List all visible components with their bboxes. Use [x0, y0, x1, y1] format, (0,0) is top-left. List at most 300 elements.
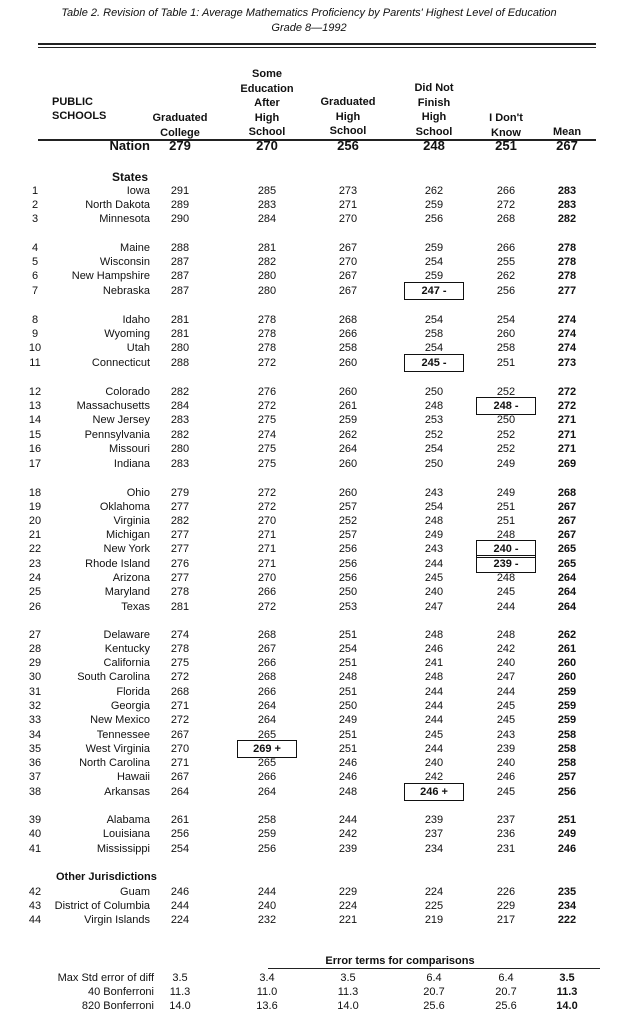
rank-number: 11 [29, 357, 41, 369]
cell-value: 229 [338, 886, 358, 898]
cell-value: 266 [257, 686, 277, 698]
cell-value: 243 [496, 729, 516, 741]
cell-value: 266 [496, 242, 516, 254]
cell-value: 282 [170, 515, 190, 527]
cell-value: 266 [496, 185, 516, 197]
cell-value: 242 [496, 643, 516, 655]
cell-value: 272 [257, 487, 277, 499]
flagged-value: 247 - [409, 284, 459, 298]
cell-value: 256 [338, 543, 358, 555]
error-term-name: Max Std error of diff [57, 972, 154, 984]
cell-value: 252 [496, 386, 516, 398]
jurisdiction-name: Arkansas [104, 786, 150, 798]
mean-value: 259 [557, 714, 577, 726]
rank-number: 5 [31, 256, 39, 268]
cell-value: 249 [496, 458, 516, 470]
rank-number: 31 [28, 686, 42, 698]
cell-value: 224 [424, 886, 444, 898]
cell-value: 272 [496, 199, 516, 211]
jurisdiction-name: California [103, 657, 150, 669]
jurisdiction-name: Utah [126, 342, 150, 354]
mean-value: 261 [557, 643, 577, 655]
cell-value: 253 [424, 414, 444, 426]
cell-value: 275 [170, 657, 190, 669]
cell-value: 277 [170, 572, 190, 584]
cell-value: 265 [257, 757, 277, 769]
cell-value: 256 [338, 572, 358, 584]
mean-value: 265 [557, 558, 577, 570]
cell-value: 249 [424, 529, 444, 541]
cell-value: 250 [424, 386, 444, 398]
cell-value: 277 [170, 529, 190, 541]
cell-value: 266 [257, 586, 277, 598]
mean-value: 259 [557, 686, 577, 698]
jurisdiction-name: Guam [120, 886, 150, 898]
cell-value: 244 [424, 686, 444, 698]
section-heading-other: Other Jurisdictions [56, 871, 157, 883]
row-label-header: PUBLIC SCHOOLS [52, 96, 107, 122]
cell-value: 248 [338, 671, 358, 683]
rank-number: 40 [28, 828, 42, 840]
column-header-line: College [160, 126, 200, 139]
cell-value: 275 [257, 458, 277, 470]
column-header [130, 111, 230, 140]
cell-value: 244 [424, 714, 444, 726]
cell-value: 271 [338, 199, 358, 211]
cell-value: 249 [496, 487, 516, 499]
jurisdiction-name: North Dakota [85, 199, 150, 211]
cell-value: 256 [496, 285, 516, 297]
error-term-value: 20.7 [423, 986, 445, 998]
mean-value: 249 [557, 828, 577, 840]
table-caption [0, 6, 618, 36]
rank-number: 41 [28, 843, 42, 855]
rank-number: 21 [28, 529, 42, 541]
cell-value: 244 [424, 558, 444, 570]
cell-value: 229 [496, 900, 516, 912]
table-row [0, 571, 618, 585]
cell-value: 272 [257, 601, 277, 613]
rank-number: 25 [28, 586, 42, 598]
jurisdiction-name: Idaho [122, 314, 150, 326]
cell-value: 259 [424, 242, 444, 254]
rank-number: 16 [28, 443, 42, 455]
cell-value: 239 [496, 743, 516, 755]
column-header-line: Education [240, 82, 294, 95]
error-term-value: 20.7 [495, 986, 517, 998]
mean-value: 222 [557, 914, 577, 926]
cell-value: 251 [496, 357, 516, 369]
cell-value: 279 [170, 487, 190, 499]
table-row [0, 813, 618, 827]
cell-value: 250 [424, 458, 444, 470]
column-header [298, 95, 398, 139]
cell-value: 285 [257, 185, 277, 197]
rank-number: 24 [28, 572, 42, 584]
cell-value: 275 [257, 443, 277, 455]
cell-value: 251 [338, 686, 358, 698]
mean-value: 246 [557, 843, 577, 855]
cell-value: 274 [170, 629, 190, 641]
cell-value: 287 [170, 285, 190, 297]
cell-value: 256 [257, 843, 277, 855]
cell-value: 241 [424, 657, 444, 669]
jurisdiction-name: Missouri [109, 443, 150, 455]
jurisdiction-name: Pennsylvania [84, 429, 150, 441]
section-heading-states: States [111, 170, 148, 184]
error-term-value: 11.3 [337, 986, 359, 998]
nation-row [0, 138, 618, 154]
cell-value: 256 [338, 558, 358, 570]
cell-value: 275 [257, 414, 277, 426]
table-row [0, 269, 618, 283]
jurisdiction-name: Maryland [104, 586, 150, 598]
jurisdiction-name: Hawaii [116, 771, 150, 783]
table-row [0, 413, 618, 427]
cell-value: 254 [338, 643, 358, 655]
mean-value: 264 [557, 572, 577, 584]
cell-value: 245 [424, 572, 444, 584]
mean-value: 256 [557, 786, 577, 798]
jurisdiction-name: Georgia [110, 700, 150, 712]
cell-value: 266 [257, 657, 277, 669]
cell-value: 246 [338, 757, 358, 769]
cell-value: 262 [496, 270, 516, 282]
column-header-line: Graduated [152, 112, 208, 124]
cell-value: 268 [496, 213, 516, 225]
cell-value: 239 [338, 843, 358, 855]
mean-value: 268 [557, 487, 577, 499]
cell-value: 252 [496, 429, 516, 441]
mean-value: 264 [557, 601, 577, 613]
column-header-line: Know [491, 126, 521, 139]
table-row [0, 656, 618, 670]
cell-value: 225 [424, 900, 444, 912]
rank-number: 1 [31, 185, 39, 197]
table-row [0, 742, 618, 756]
cell-value: 251 [338, 629, 358, 641]
cell-value: 284 [170, 400, 190, 412]
cell-value: 246 [496, 771, 516, 783]
cell-value: 248 [424, 671, 444, 683]
cell-value: 271 [257, 529, 277, 541]
mean-value: 271 [557, 443, 577, 455]
table-row [0, 241, 618, 255]
mean-value: 262 [557, 629, 577, 641]
column-header-line: Did Not [414, 82, 454, 94]
table-row [0, 770, 618, 784]
cell-value: 255 [496, 256, 516, 268]
column-header-line: I Don't [489, 112, 523, 124]
jurisdiction-name: New Hampshire [71, 270, 150, 282]
cell-value: 244 [257, 886, 277, 898]
cell-value: 282 [170, 386, 190, 398]
cell-value: 267 [257, 643, 277, 655]
cell-value: 259 [424, 199, 444, 211]
mean-value: 271 [557, 414, 577, 426]
mean-value: 258 [557, 743, 577, 755]
cell-value: 273 [338, 185, 358, 197]
cell-value: 259 [338, 414, 358, 426]
jurisdiction-name: Louisiana [102, 828, 150, 840]
error-term-value: 14.0 [556, 1000, 578, 1012]
rank-number: 37 [28, 771, 42, 783]
jurisdiction-name: Kentucky [104, 643, 150, 655]
cell-value: 271 [257, 558, 277, 570]
cell-value: 280 [257, 285, 277, 297]
cell-value: 282 [170, 429, 190, 441]
column-header-line: After [254, 97, 280, 109]
cell-value: 245 [496, 714, 516, 726]
column-header-line: High [254, 111, 280, 124]
mean-value: 259 [557, 700, 577, 712]
table-row [0, 399, 618, 413]
cell-value: 272 [257, 501, 277, 513]
mean-value: 274 [557, 314, 577, 326]
cell-value: 281 [170, 328, 190, 340]
nation-value: 248 [423, 138, 445, 153]
flagged-value: 248 - [481, 399, 531, 413]
cell-value: 267 [170, 729, 190, 741]
table-row [0, 212, 618, 226]
cell-value: 242 [424, 771, 444, 783]
jurisdiction-name: Mississippi [96, 843, 150, 855]
cell-value: 254 [424, 256, 444, 268]
cell-value: 268 [338, 314, 358, 326]
jurisdiction-name: Virginia [113, 515, 150, 527]
cell-value: 243 [424, 543, 444, 555]
nation-value: 256 [337, 138, 359, 153]
column-header-line: School [329, 125, 367, 137]
mean-value: 264 [557, 586, 577, 598]
jurisdiction-name: Alabama [106, 814, 150, 826]
cell-value: 256 [424, 213, 444, 225]
cell-value: 260 [338, 458, 358, 470]
cell-value: 282 [257, 256, 277, 268]
cell-value: 268 [257, 629, 277, 641]
cell-value: 259 [424, 270, 444, 282]
mean-value: 282 [557, 213, 577, 225]
cell-value: 242 [338, 828, 358, 840]
cell-value: 267 [338, 242, 358, 254]
cell-value: 260 [338, 487, 358, 499]
rank-number: 27 [28, 629, 42, 641]
cell-value: 250 [338, 700, 358, 712]
column-header-line: Graduated [320, 96, 376, 108]
cell-value: 277 [170, 543, 190, 555]
top-rule-thick [38, 43, 596, 45]
table-row [0, 785, 618, 799]
cell-value: 251 [496, 515, 516, 527]
mean-value: 260 [557, 671, 577, 683]
table-row [0, 313, 618, 327]
cell-value: 244 [424, 700, 444, 712]
cell-value: 256 [170, 828, 190, 840]
error-term-value: 14.0 [337, 1000, 359, 1012]
rank-number: 35 [28, 743, 42, 755]
jurisdiction-name: Oklahoma [99, 501, 150, 513]
rank-number: 38 [28, 786, 42, 798]
rank-number: 43 [28, 900, 42, 912]
cell-value: 271 [170, 757, 190, 769]
jurisdiction-name: District of Columbia [54, 900, 150, 912]
nation-value: 270 [256, 138, 278, 153]
cell-value: 246 [424, 643, 444, 655]
jurisdiction-name: New York [103, 543, 150, 555]
jurisdiction-name: Rhode Island [85, 558, 150, 570]
cell-value: 262 [424, 185, 444, 197]
cell-value: 248 [496, 529, 516, 541]
cell-value: 283 [257, 199, 277, 211]
table-row [0, 428, 618, 442]
nation-label: Nation [109, 138, 150, 153]
rank-number: 44 [28, 914, 42, 926]
nation-value: 251 [495, 138, 517, 153]
cell-value: 270 [257, 515, 277, 527]
cell-value: 224 [338, 900, 358, 912]
cell-value: 270 [170, 743, 190, 755]
cell-value: 264 [338, 443, 358, 455]
table-row [0, 699, 618, 713]
error-term-value: 6.4 [498, 972, 514, 984]
cell-value: 245 [496, 786, 516, 798]
error-term-value: 3.4 [259, 972, 275, 984]
rank-number: 23 [28, 558, 42, 570]
cell-value: 277 [170, 501, 190, 513]
rank-number: 39 [28, 814, 42, 826]
rank-number: 32 [28, 700, 42, 712]
cell-value: 217 [496, 914, 516, 926]
mean-value: 267 [557, 501, 577, 513]
mean-value: 271 [557, 429, 577, 441]
rank-number: 29 [28, 657, 42, 669]
error-term-name: 820 Bonferroni [81, 1000, 154, 1012]
rank-number: 6 [31, 270, 39, 282]
rank-number: 17 [28, 458, 42, 470]
jurisdiction-name: Wyoming [104, 328, 150, 340]
cell-value: 248 [424, 400, 444, 412]
table-row [0, 642, 618, 656]
table-row [0, 728, 618, 742]
table-row [0, 585, 618, 599]
cell-value: 278 [257, 314, 277, 326]
cell-value: 231 [496, 843, 516, 855]
table-row [0, 500, 618, 514]
jurisdiction-name: Minnesota [99, 213, 150, 225]
error-terms-rule [268, 968, 600, 969]
cell-value: 274 [257, 429, 277, 441]
table-row [0, 685, 618, 699]
mean-value: 269 [557, 458, 577, 470]
cell-value: 258 [496, 342, 516, 354]
jurisdiction-name: North Carolina [79, 757, 150, 769]
cell-value: 247 [424, 601, 444, 613]
mean-value: 278 [557, 270, 577, 282]
cell-value: 287 [170, 270, 190, 282]
rank-number: 3 [31, 213, 39, 225]
nation-value: 267 [556, 138, 578, 153]
cell-value: 245 [424, 729, 444, 741]
table-row [0, 341, 618, 355]
mean-value: 278 [557, 242, 577, 254]
cell-value: 244 [338, 814, 358, 826]
cell-value: 288 [170, 357, 190, 369]
jurisdiction-name: Arizona [112, 572, 150, 584]
jurisdiction-name: Iowa [126, 185, 150, 197]
mean-value: 265 [557, 543, 577, 555]
table-row [0, 913, 618, 927]
cell-value: 236 [496, 828, 516, 840]
column-header-line: School [415, 125, 453, 138]
cell-value: 264 [257, 786, 277, 798]
flagged-value: 239 - [481, 557, 531, 571]
cell-value: 240 [424, 586, 444, 598]
mean-value: 274 [557, 342, 577, 354]
table-row [0, 442, 618, 456]
cell-value: 245 [496, 586, 516, 598]
cell-value: 248 [496, 572, 516, 584]
cell-value: 240 [496, 657, 516, 669]
cell-value: 265 [257, 729, 277, 741]
cell-value: 250 [338, 586, 358, 598]
column-header-line: Finish [417, 96, 451, 109]
cell-value: 271 [170, 700, 190, 712]
jurisdiction-name: Indiana [113, 458, 150, 470]
jurisdiction-name: Delaware [103, 629, 150, 641]
cell-value: 254 [424, 501, 444, 513]
rank-number: 18 [28, 487, 42, 499]
cell-value: 254 [424, 314, 444, 326]
cell-value: 250 [496, 414, 516, 426]
cell-value: 232 [257, 914, 277, 926]
error-term-value: 3.5 [172, 972, 188, 984]
table-row [0, 756, 618, 770]
mean-value: 267 [557, 529, 577, 541]
cell-value: 237 [496, 814, 516, 826]
flagged-value: 245 - [409, 356, 459, 370]
table-row [0, 600, 618, 614]
table-row [0, 827, 618, 841]
cell-value: 283 [170, 414, 190, 426]
error-term-name: 40 Bonferroni [87, 986, 154, 998]
rank-number: 9 [31, 328, 39, 340]
mean-value: 258 [557, 729, 577, 741]
jurisdiction-name: Michigan [105, 529, 150, 541]
cell-value: 254 [170, 843, 190, 855]
cell-value: 251 [338, 743, 358, 755]
rank-number: 20 [28, 515, 42, 527]
table-row [0, 184, 618, 198]
rank-number: 34 [28, 729, 42, 741]
cell-value: 267 [338, 270, 358, 282]
cell-value: 237 [424, 828, 444, 840]
rank-number: 10 [28, 342, 42, 354]
rank-number: 22 [28, 543, 42, 555]
cell-value: 289 [170, 199, 190, 211]
table-row [0, 514, 618, 528]
cell-value: 251 [496, 501, 516, 513]
cell-value: 281 [170, 314, 190, 326]
cell-value: 280 [257, 270, 277, 282]
cell-value: 224 [170, 914, 190, 926]
cell-value: 264 [170, 786, 190, 798]
cell-value: 244 [170, 900, 190, 912]
cell-value: 260 [338, 357, 358, 369]
cell-value: 261 [338, 400, 358, 412]
jurisdiction-name: Florida [116, 686, 150, 698]
cell-value: 246 [170, 886, 190, 898]
table-row [0, 284, 618, 298]
